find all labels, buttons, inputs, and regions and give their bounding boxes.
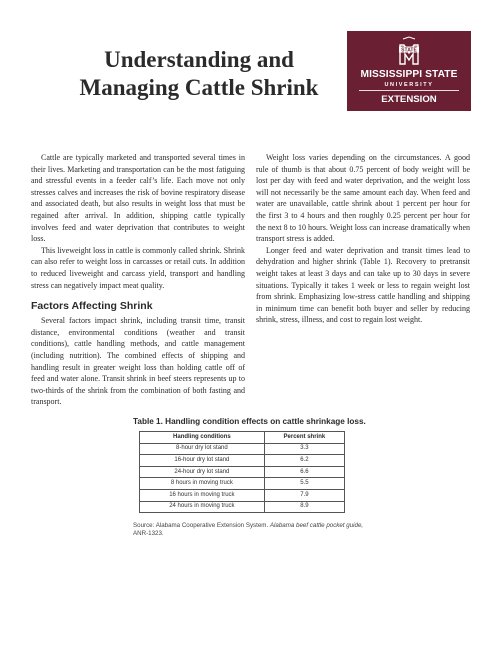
header-handling-conditions: Handling conditions bbox=[140, 432, 265, 444]
cell-shrink: 6.6 bbox=[264, 466, 344, 478]
document-title bbox=[0, 46, 398, 102]
column-right bbox=[256, 152, 470, 326]
cell-condition: 16 hours in moving truck bbox=[140, 489, 265, 501]
table-caption: Table 1. Handling condition effects on cattle shrinkage loss. bbox=[133, 417, 366, 426]
table-row bbox=[140, 455, 345, 467]
msu-seal-icon bbox=[398, 36, 420, 67]
paragraph-weight-loss: Weight loss varies depending on the circumstances. A good rule of thumb is that about 0.75 percent of body weight will be lost per day with feed and water deprivation, and the weight loss will not necessarily be the same amount each day. When feed and water are unavailable, cattle shrink about 1 percent per hour for the first 3 to 4 hours and then roughly 0.25 percent per hour for the next 8 to 10 hours. Weight loss can increase dramatically when transport stress is added. bbox=[256, 153, 470, 244]
paragraph-intro: Cattle are typically marketed and transported several times in their lives. Marketing and transportation can be the most fatiguing and stressful events in a feeder calf’s life. Each move not only stresses calves and increases the risk of bovine respiratory disease and associated death, but also results in weight loss that must be regained after arrival. In addition, shipping cattle typically involves feed and water deprivation that contributes to weight loss. bbox=[31, 153, 245, 244]
cell-shrink: 7.9 bbox=[264, 489, 344, 501]
shrink-table bbox=[139, 431, 345, 513]
table-row bbox=[140, 466, 345, 478]
cell-shrink: 6.2 bbox=[264, 455, 344, 467]
cell-condition: 24 hours in moving truck bbox=[140, 501, 265, 513]
cell-condition: 16-hour dry lot stand bbox=[140, 455, 265, 467]
logo-division: EXTENSION bbox=[381, 94, 437, 105]
logo-divider bbox=[359, 90, 459, 91]
table-row bbox=[140, 489, 345, 501]
source-prefix: Source: Alabama Cooperative Extension System. bbox=[133, 522, 269, 529]
title-line-2: Managing Cattle Shrink bbox=[79, 75, 319, 100]
cell-shrink: 3.3 bbox=[264, 443, 344, 455]
paragraph-liveweight: This liveweight loss in cattle is commonly called shrink. Shrink can also refer to weight loss in carcasses or retail cuts. In addition to reduced liveweight and carcass yield, transport and handling stress can negatively impact meat quality. bbox=[31, 245, 245, 290]
cell-condition: 8 hours in moving truck bbox=[140, 478, 265, 490]
seal-text: STATE bbox=[401, 47, 417, 54]
table-row bbox=[140, 443, 345, 455]
table-row bbox=[140, 501, 345, 513]
logo-name: MISSISSIPPI STATE bbox=[360, 69, 458, 80]
logo-university: UNIVERSITY bbox=[384, 82, 434, 88]
table-row bbox=[140, 478, 345, 490]
msu-extension-logo bbox=[347, 31, 471, 111]
cell-condition: 8-hour dry lot stand bbox=[140, 443, 265, 455]
cell-shrink: 8.9 bbox=[264, 501, 344, 513]
source-suffix: ANR-1323. bbox=[133, 530, 164, 537]
paragraph-factors: Several factors impact shrink, including transit time, transit distance, environmental conditions (weather and transit conditions), cattle handling methods, and cattle management (including nutrition). The combined effects of shipping and handling result in greater weight loss than holding cattle off of feed and water alone. Transit shrink in beef steers represents up to two-thirds of the shrink from the combination of both fasting and transport. bbox=[31, 316, 245, 407]
section-heading: Factors Affecting Shrink bbox=[31, 300, 153, 313]
cell-condition: 24-hour dry lot stand bbox=[140, 466, 265, 478]
column-left bbox=[31, 152, 245, 408]
source-title: Alabama beef cattle pocket guide, bbox=[269, 522, 364, 529]
title-line-1: Understanding and bbox=[104, 47, 294, 72]
table-header-row bbox=[140, 432, 345, 444]
paragraph-recovery: Longer feed and water deprivation and transit times lead to dehydration and higher shrink (Table 1). Recovery to pretransit weight takes at least 3 days and can take up to 30 days in severe situations. Typically it takes 1 week or less to regain weight lost from shrink. Emphasizing low-stress cattle handling and shipping in minimum time can benefit both buyer and seller by reducing shrink, stress, illness, and cost to regain lost weight. bbox=[256, 245, 470, 325]
header-percent-shrink: Percent shrink bbox=[264, 432, 344, 444]
table-source bbox=[133, 522, 373, 538]
cell-shrink: 5.5 bbox=[264, 478, 344, 490]
